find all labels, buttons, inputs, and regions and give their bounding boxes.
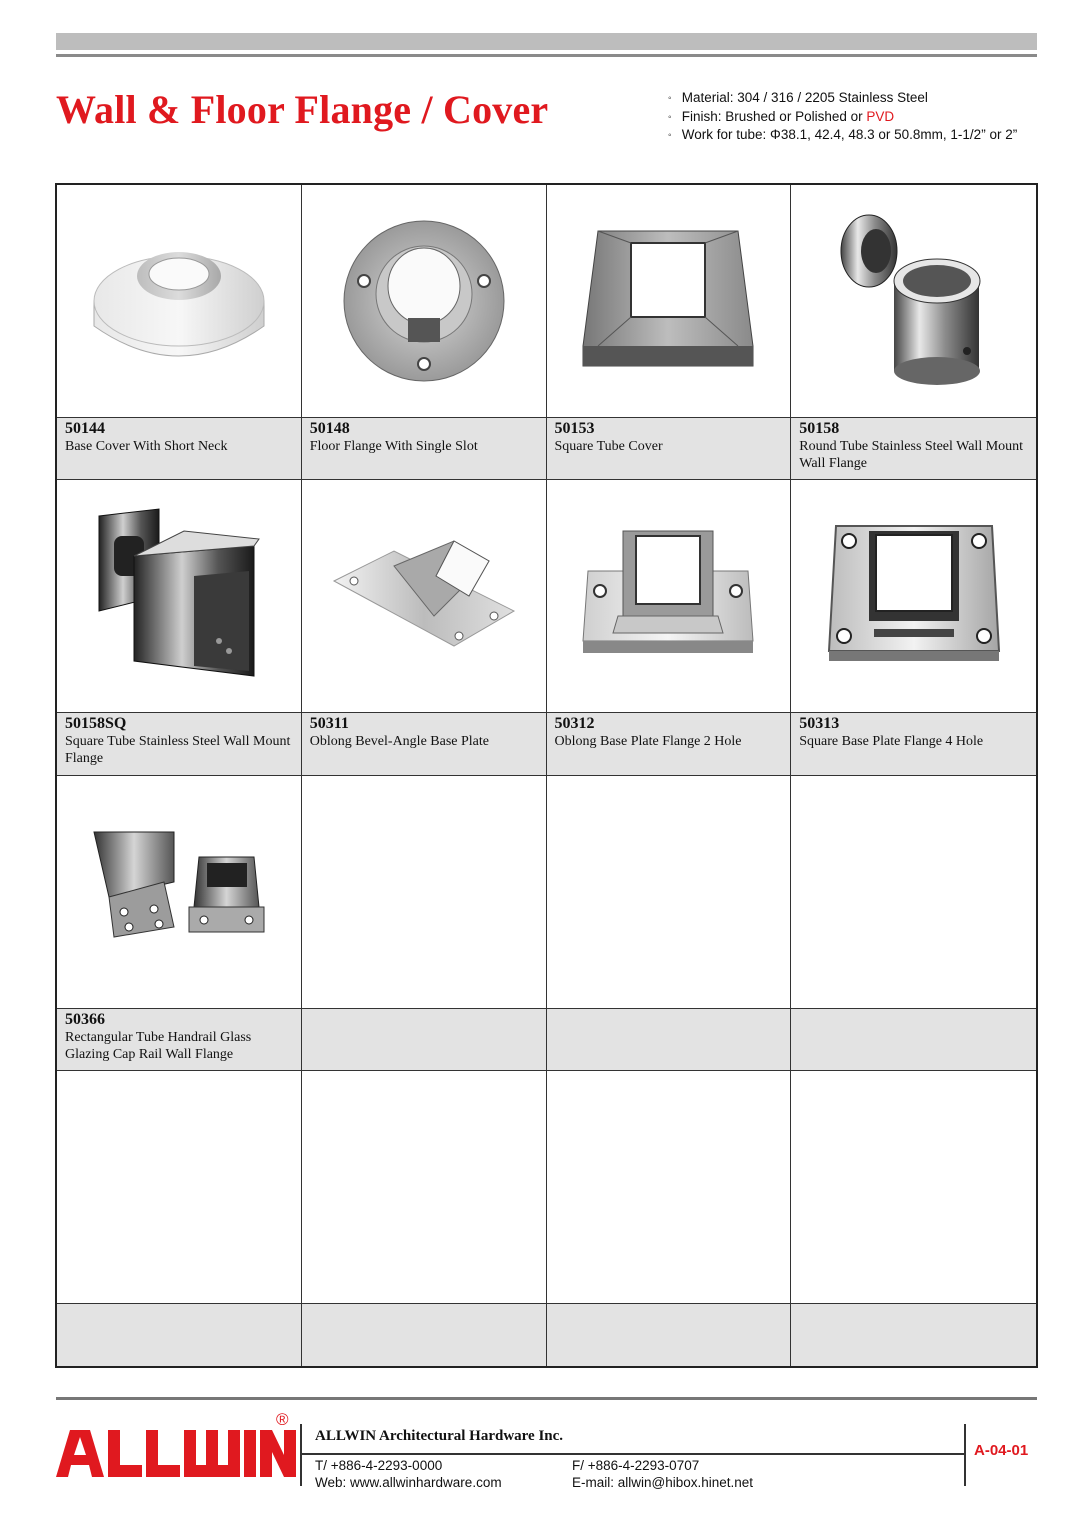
company-name: ALLWIN Architectural Hardware Inc.: [315, 1428, 564, 1444]
product-description: Floor Flange With Single Slot: [309, 439, 478, 454]
empty-caption: [791, 1009, 1036, 1070]
product-code: 50144: [65, 420, 105, 437]
bullet-icon: ◦: [668, 130, 672, 141]
product-caption: [791, 713, 1036, 774]
product-image-round-wall-flange: [791, 185, 1036, 418]
product-code: 50313: [799, 715, 840, 733]
empty-image-area: [302, 1071, 546, 1304]
spec-tube-size: ◦ Work for tube: Φ38.1, 42.4, 48.3 or 50.8mm, 1-1/2” or 2”: [668, 126, 1017, 145]
empty-image-area: [547, 776, 791, 1009]
product-cell[interactable]: [57, 185, 302, 480]
header-rule-thin: [56, 54, 1037, 57]
product-caption: [547, 418, 791, 479]
product-code: 50311: [309, 715, 349, 733]
empty-cell: [302, 1071, 547, 1366]
product-image-square-tube-cover: [547, 185, 791, 418]
product-image-bevel-base-plate: [302, 480, 546, 713]
empty-image-area: [791, 776, 1036, 1009]
product-description: Square Base Plate Flange 4 Hole: [799, 734, 984, 750]
bullet-icon: ◦: [668, 111, 672, 123]
product-caption: [57, 418, 301, 479]
product-code: 50153: [554, 420, 595, 437]
contact-web[interactable]: Web: www.allwinhardware.com: [315, 1475, 502, 1490]
contact-fax: F/ +886-4-2293-0707: [572, 1458, 700, 1473]
product-caption: [547, 713, 791, 774]
product-image-slotted-floor-flange: [302, 185, 546, 418]
empty-image-area: [547, 1071, 791, 1304]
bullet-icon: ◦: [668, 93, 672, 104]
product-description: Square Tube Cover: [554, 439, 663, 454]
product-cell[interactable]: [302, 480, 547, 775]
product-description: Round Tube Stainless Steel Wall Mount Wall Flange: [799, 439, 1024, 471]
page-title: Wall & Floor Flange / Cover: [56, 87, 549, 132]
product-code: 50148: [309, 420, 350, 437]
finish-pvd-highlight: PVD: [866, 108, 895, 124]
product-cell[interactable]: [547, 185, 792, 480]
product-description: Base Cover With Short Neck: [65, 439, 228, 454]
empty-caption: [57, 1304, 301, 1366]
contact-tel: T/ +886-4-2293-0000: [315, 1458, 443, 1473]
spec-list: [668, 89, 1017, 145]
footer-underline: [301, 1453, 965, 1455]
product-image-rect-tube-wall-flange: [57, 776, 301, 1009]
product-description: Rectangular Tube Handrail Glass Glazing Cap Rail Wall Flange: [65, 1029, 252, 1062]
product-image-round-base-cover: [57, 185, 301, 418]
product-cell[interactable]: [302, 185, 547, 480]
product-cell[interactable]: [57, 776, 302, 1071]
product-code: 50158SQ: [65, 715, 127, 733]
empty-cell: [791, 1071, 1036, 1366]
footer-rule: [56, 1397, 1037, 1400]
empty-caption: [547, 1009, 791, 1070]
contact-email[interactable]: E-mail: allwin@hibox.hinet.net: [572, 1475, 754, 1490]
product-caption: [302, 418, 546, 479]
empty-caption: [791, 1304, 1036, 1366]
spec-material: ◦ Material: 304 / 316 / 2205 Stainless Steel: [668, 89, 1017, 108]
product-caption: [791, 418, 1036, 479]
product-grid: [55, 183, 1038, 1368]
empty-cell: [302, 776, 547, 1071]
product-description: Oblong Bevel-Angle Base Plate: [309, 734, 489, 750]
header-rule-thick: [56, 33, 1037, 50]
footer-divider: [300, 1424, 302, 1486]
product-image-square-base-plate: [791, 480, 1036, 713]
product-image-square-wall-flange: [57, 480, 301, 713]
empty-cell: [547, 776, 792, 1071]
product-caption: [57, 713, 301, 774]
product-cell[interactable]: [57, 480, 302, 775]
product-description: Square Tube Stainless Steel Wall Mount Flange: [65, 734, 291, 767]
empty-image-area: [302, 776, 546, 1009]
product-image-oblong-base-plate: [547, 480, 791, 713]
page-number-divider: [964, 1424, 966, 1486]
product-code: 50366: [65, 1010, 105, 1028]
empty-caption: [302, 1009, 546, 1070]
registered-mark: ®: [276, 1410, 289, 1429]
product-caption: [302, 713, 546, 774]
product-cell[interactable]: [791, 480, 1036, 775]
product-description: Oblong Base Plate Flange 2 Hole: [554, 734, 742, 750]
empty-cell: [547, 1071, 792, 1366]
empty-cell: [791, 776, 1036, 1071]
page-number: A-04-01: [974, 1442, 1029, 1459]
empty-cell: [57, 1071, 302, 1366]
empty-caption: [547, 1304, 791, 1366]
empty-image-area: [57, 1071, 301, 1304]
product-cell[interactable]: [547, 480, 792, 775]
empty-image-area: [791, 1071, 1036, 1304]
product-code: 50312: [554, 715, 595, 733]
spec-finish: ◦ Finish: Brushed or Polished or PVD: [668, 108, 1017, 127]
product-code: 50158: [799, 420, 840, 437]
allwin-logo: [56, 1425, 296, 1480]
product-caption: [57, 1009, 301, 1070]
product-cell[interactable]: [791, 185, 1036, 480]
empty-caption: [302, 1304, 546, 1366]
